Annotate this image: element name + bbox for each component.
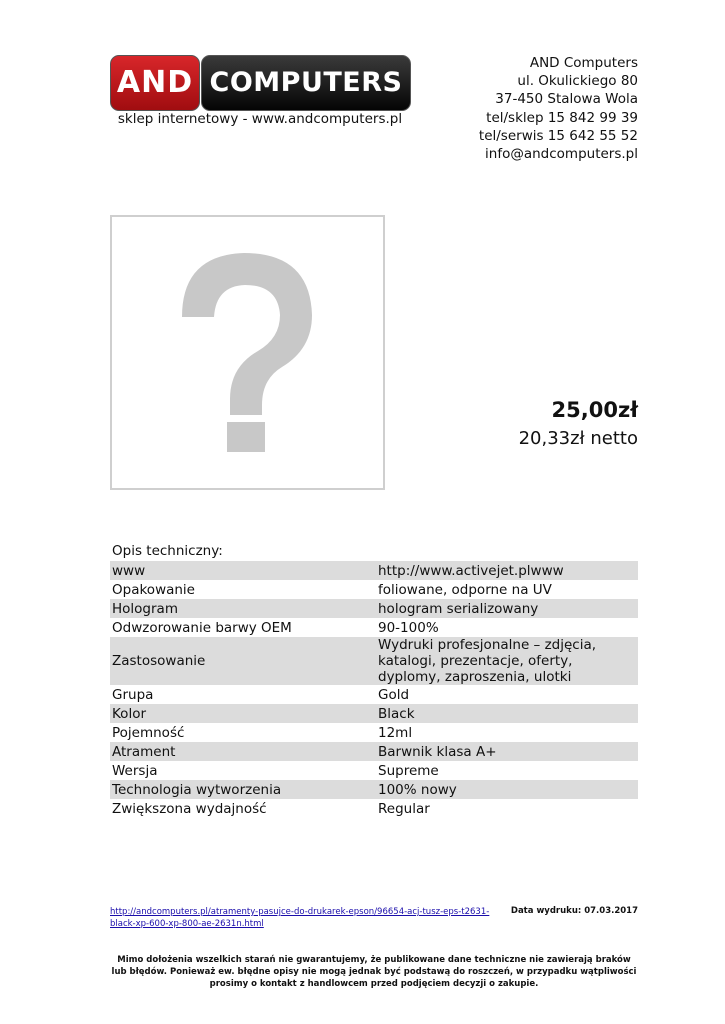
table-row xyxy=(110,561,638,580)
table-row xyxy=(110,685,638,704)
spec-key: Hologram xyxy=(110,599,376,618)
spec-value: hologram serializowany xyxy=(376,599,638,618)
spec-value: Barwnik klasa A+ xyxy=(376,742,638,761)
specs-table xyxy=(110,561,638,818)
spec-key: Pojemność xyxy=(112,724,185,741)
spec-key: Odwzorowanie barwy OEM xyxy=(112,619,292,636)
product-url-link[interactable]: http://andcomputers.pl/atramenty-pasujce-do-drukarek-epson/96654-acj-tusz-eps-t2631-black-xp-600-xp-800-ae-2631n.html xyxy=(110,907,490,929)
street-address: ul. Okulickiego 80 xyxy=(517,73,638,90)
company-logo xyxy=(110,55,410,111)
price-gross: 25,00zł xyxy=(551,398,638,422)
table-row xyxy=(110,799,638,818)
spec-value: http://www.activejet.plwww xyxy=(376,561,638,580)
product-image xyxy=(110,215,385,490)
table-row xyxy=(110,780,638,799)
table-row xyxy=(110,742,638,761)
phone-shop: tel/sklep 15 842 99 39 xyxy=(486,109,638,126)
spec-value: Regular xyxy=(378,800,430,817)
spec-key: www xyxy=(110,561,376,580)
print-date: Data wydruku: 07.03.2017 xyxy=(510,906,638,916)
specs-title: Opis techniczny: xyxy=(112,543,223,559)
question-mark-placeholder-icon xyxy=(112,217,383,488)
city-address: 37-450 Stalowa Wola xyxy=(495,91,638,108)
table-row xyxy=(110,618,638,637)
table-row xyxy=(110,704,638,723)
table-row xyxy=(110,637,638,685)
table-row xyxy=(110,599,638,618)
table-row xyxy=(110,580,638,599)
price-net: 20,33zł netto xyxy=(518,428,638,449)
spec-value: 90-100% xyxy=(378,619,439,636)
company-name: AND Computers xyxy=(529,55,638,71)
table-row xyxy=(110,761,638,780)
spec-value: foliowane, odporne na UV xyxy=(378,581,552,598)
spec-key: Opakowanie xyxy=(112,581,195,598)
spec-key: Atrament xyxy=(110,742,376,761)
spec-key: Kolor xyxy=(110,704,376,723)
spec-key: Wersja xyxy=(112,762,158,779)
spec-value: Supreme xyxy=(378,762,439,779)
spec-value: Black xyxy=(376,704,638,723)
spec-key: Zastosowanie xyxy=(110,637,376,685)
table-row xyxy=(110,723,638,742)
spec-key: Zwiększona wydajność xyxy=(112,800,267,817)
spec-value: 100% nowy xyxy=(376,780,638,799)
disclaimer: Mimo dołożenia wszelkich starań nie gwarantujemy, że publikowane dane techniczne nie zawierają braków lub błędów. Ponieważ ew. błędne opisy nie mogą jednak być podstawą do roszczeń, w przypadku wątpliwości prosimy o kontakt z handlowcem przed podjęciem decyzji o zakupie. xyxy=(111,955,637,989)
spec-key: Technologia wytworzenia xyxy=(110,780,376,799)
spec-value: 12ml xyxy=(378,724,413,741)
phone-service: tel/serwis 15 642 55 52 xyxy=(478,127,638,144)
spec-value: Gold xyxy=(378,686,410,703)
spec-key: Grupa xyxy=(112,686,154,703)
logo-computers-part: COMPUTERS xyxy=(201,55,411,111)
shop-url: sklep internetowy - www.andcomputers.pl xyxy=(117,111,403,127)
logo-and-part: AND xyxy=(110,55,200,111)
contact-block xyxy=(479,54,638,163)
email: info@andcomputers.pl xyxy=(485,146,638,163)
spec-value: Wydruki profesjonalne – zdjęcia, katalogi, prezentacje, oferty, dyplomy, zaproszenia, ulotki xyxy=(376,637,638,685)
